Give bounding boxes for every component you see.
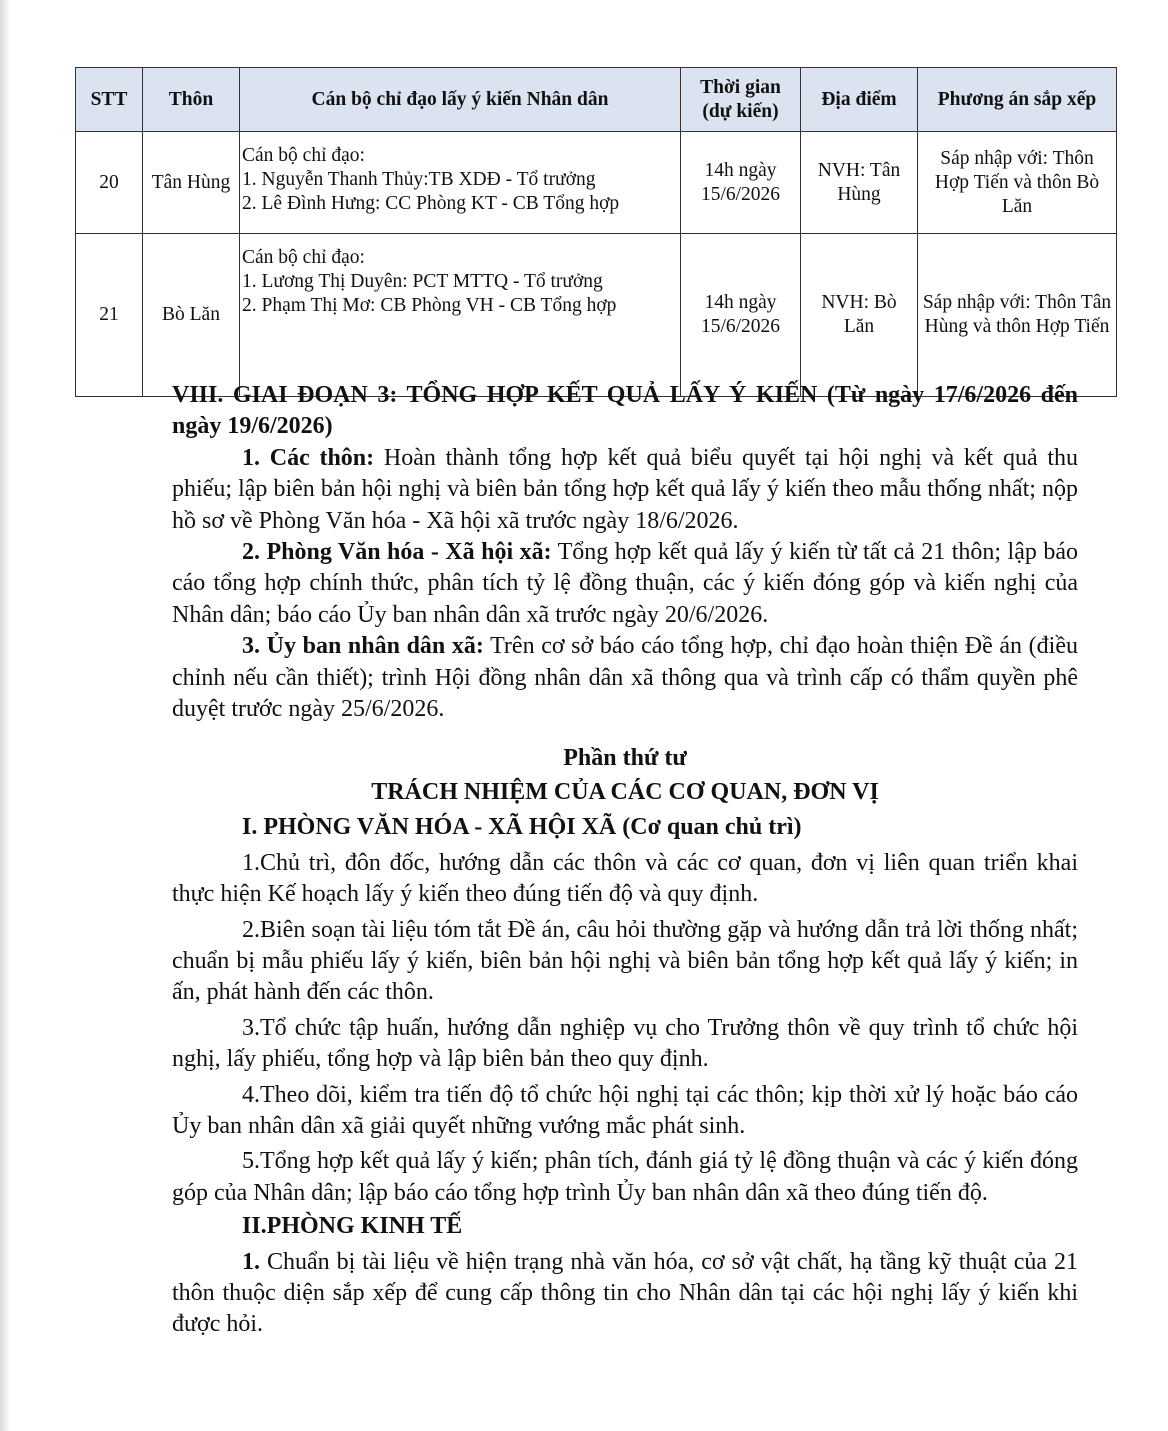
cell-place: NVH: Bò Lăn (801, 234, 918, 397)
paragraph-text: Hoàn thành tổng hợp kết quả biểu quyết tại hội nghị và kết quả thu phiếu; lập biên bản hội nghị và biên bản tổng hợp kết quả lấy ý kiến theo mẫu thống nhất; nộp hồ sơ về Phòng Văn hóa - Xã hội xã trước ngày 18/6/2026. (172, 444, 1078, 534)
cell-stt: 21 (76, 234, 143, 397)
cell-officials (240, 132, 681, 234)
table-row (76, 234, 1117, 397)
header-plan: Phương án sắp xếp (918, 68, 1117, 132)
officials-line: 1. Lương Thị Duyên: PCT MTTQ - Tổ trưởng (242, 271, 603, 292)
officials-line: 1. Nguyễn Thanh Thủy:TB XDĐ - Tổ trưởng (242, 169, 596, 190)
document-body (172, 380, 1078, 1341)
header-stt: STT (76, 68, 143, 132)
cell-place: NVH: Tân Hùng (801, 132, 918, 234)
schedule-table (75, 67, 1117, 397)
paragraph (172, 537, 1078, 631)
header-thon: Thôn (143, 68, 240, 132)
paragraph (172, 1247, 1078, 1341)
section-heading-i: I. PHÒNG VĂN HÓA - XÃ HỘI XÃ (Cơ quan chủ trì) (242, 814, 802, 841)
paragraph: 1.Chủ trì, đôn đốc, hướng dẫn các thôn và các cơ quan, đơn vị liên quan triển khai thực hiện Kế hoạch lấy ý kiến theo đúng tiến độ và quy định. (172, 849, 1078, 908)
header-time: Thời gian (dự kiến) (681, 68, 801, 132)
part-title: Phần thứ tư (563, 745, 687, 772)
officials-line: Cán bộ chỉ đạo: (242, 145, 365, 166)
cell-plan: Sáp nhập với: Thôn Hợp Tiến và thôn Bò Lăn (918, 132, 1117, 234)
paragraph: 5.Tổng hợp kết quả lấy ý kiến; phân tích, đánh giá tỷ lệ đồng thuận và các ý kiến đóng góp của Nhân dân; lập báo cáo tổng hợp trình Ủy ban nhân dân xã theo đúng tiến độ. (172, 1148, 1078, 1206)
officials-line: 2. Lê Đình Hưng: CC Phòng KT - CB Tổng hợp (242, 193, 620, 214)
cell-plan: Sáp nhập với: Thôn Tân Hùng và thôn Hợp Tiến (918, 234, 1117, 397)
page-edge-shadow (0, 0, 10, 1431)
paragraph-lead: 3. Ủy ban nhân dân xã: (242, 633, 484, 660)
header-place: Địa điểm (801, 68, 918, 132)
paragraph-lead: 2. Phòng Văn hóa - Xã hội xã: (242, 539, 552, 566)
paragraph-text: Chuẩn bị tài liệu về hiện trạng nhà văn hóa, cơ sở vật chất, hạ tầng kỹ thuật của 21 thôn thuộc diện sắp xếp để cung cấp thông tin cho Nhân dân tại các hội nghị lấy ý kiến khi được hỏi. (172, 1248, 1078, 1338)
officials-line: 2. Phạm Thị Mơ: CB Phòng VH - CB Tổng hợp (242, 295, 617, 316)
paragraph (172, 631, 1078, 725)
table-row (76, 132, 1117, 234)
section-heading-ii: II.PHÒNG KINH TẾ (242, 1213, 463, 1240)
paragraph-lead: 1. Các thôn: (242, 444, 375, 471)
paragraph: 2.Biên soạn tài liệu tóm tắt Đề án, câu hỏi thường gặp và hướng dẫn trả lời thống nhất; chuẩn bị mẫu phiếu lấy ý kiến, biên bản hội nghị và biên bản tổng hợp kết quả lấy ý kiến; in ấn, phát hành đến các thôn. (172, 916, 1078, 1006)
cell-time: 14h ngày 15/6/2026 (681, 132, 801, 234)
paragraph (172, 443, 1078, 537)
cell-time: 14h ngày 15/6/2026 (681, 234, 801, 397)
paragraph-lead: 1. (242, 1248, 260, 1275)
paragraph: 4.Theo dõi, kiểm tra tiến độ tổ chức hội nghị tại các thôn; kịp thời xử lý hoặc báo cáo Ủy ban nhân dân xã giải quyết những vướng mắc phát sinh. (172, 1081, 1078, 1139)
cell-thon: Tân Hùng (143, 132, 240, 234)
cell-stt: 20 (76, 132, 143, 234)
cell-officials (240, 234, 681, 397)
paragraph-text: Trên cơ sở báo cáo tổng hợp, chỉ đạo hoàn thiện Đề án (điều chỉnh nếu cần thiết); trình Hội đồng nhân dân xã thông qua và trình cấp có thẩm quyền phê duyệt trước ngày 25/6/2026. (172, 633, 1078, 723)
header-officials: Cán bộ chỉ đạo lấy ý kiến Nhân dân (240, 68, 681, 132)
paragraph: 3.Tổ chức tập huấn, hướng dẫn nghiệp vụ cho Trưởng thôn về quy trình tổ chức hội nghị, lấy phiếu, tổng hợp và lập biên bản theo quy định. (172, 1014, 1078, 1073)
cell-thon: Bò Lăn (143, 234, 240, 397)
paragraph-text: Tổng hợp kết quả lấy ý kiến từ tất cả 21 thôn; lập báo cáo tổng hợp chính thức, phân tích tỷ lệ đồng thuận, các ý kiến đóng góp và kiến nghị của Nhân dân; báo cáo Ủy ban nhân dân xã trước ngày 20/6/2026. (172, 539, 1079, 628)
section-heading-viii: VIII. GIAI ĐOẠN 3: TỔNG HỢP KẾT QUẢ LẤY Ý KIẾN (Từ ngày 17/6/2026 đến ngày 19/6/2026) (172, 382, 1078, 440)
officials-line: Cán bộ chỉ đạo: (242, 247, 365, 268)
part-subtitle: TRÁCH NHIỆM CỦA CÁC CƠ QUAN, ĐƠN VỊ (371, 778, 879, 805)
table-header-row (76, 68, 1117, 132)
